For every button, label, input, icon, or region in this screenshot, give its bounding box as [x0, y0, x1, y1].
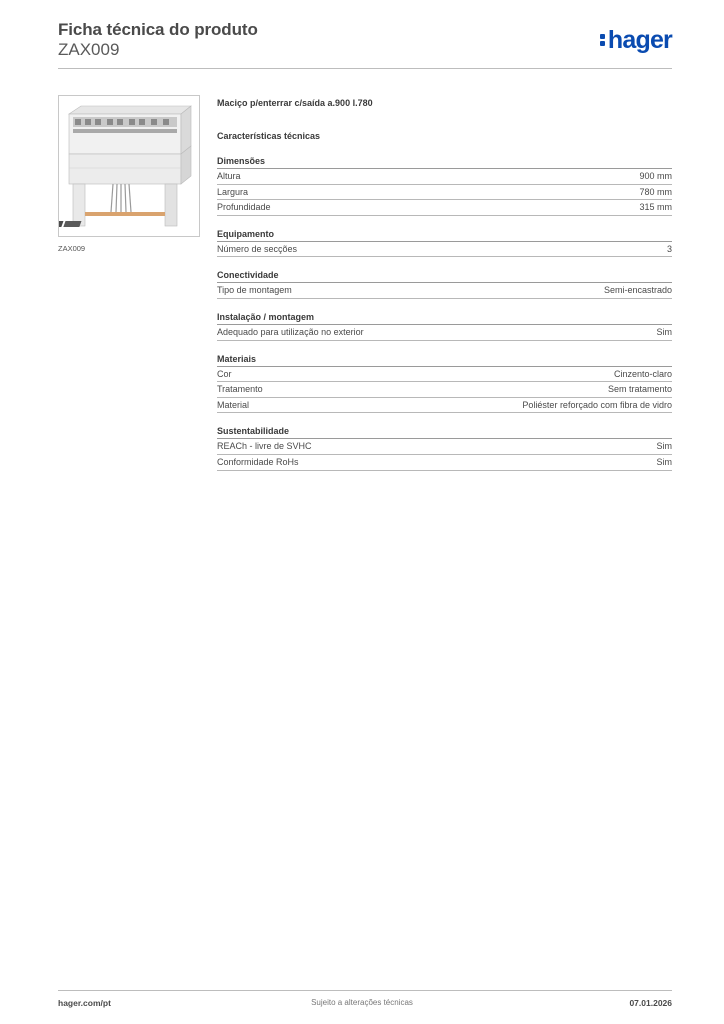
spec-label: Número de secções	[217, 243, 298, 254]
spec-row	[217, 185, 672, 201]
group-title: Sustentabilidade	[217, 424, 672, 439]
image-caption: ZAX009	[58, 244, 86, 253]
hager-logo	[600, 28, 672, 53]
group-title: Conectividade	[217, 268, 672, 283]
group-title: Materiais	[217, 352, 672, 367]
logo-dots-icon	[600, 33, 606, 47]
spec-row	[217, 242, 672, 258]
footer-website-link[interactable]: hager.com/pt	[58, 998, 111, 1008]
spec-label: Profundidade	[217, 202, 271, 213]
spec-label: Altura	[217, 171, 241, 181]
spec-row	[217, 398, 672, 414]
spec-group-equipment	[217, 227, 672, 258]
spec-label: REACh - livre de SVHC	[217, 441, 312, 452]
product-name: Maciço p/enterrar c/saída a.900 l.780	[217, 98, 373, 108]
section-title: Características técnicas	[217, 131, 321, 141]
technical-specs	[217, 96, 672, 471]
spec-row	[217, 367, 672, 383]
page-header	[58, 20, 672, 68]
spec-row	[217, 169, 672, 185]
spec-value: Cinzento-claro	[613, 368, 672, 379]
spec-value: Sim	[656, 456, 672, 467]
spec-value: Sim	[656, 326, 672, 337]
footer-date: 07.01.2026	[629, 998, 672, 1008]
spec-value: 315 mm	[639, 202, 672, 213]
spec-value: Sem tratamento	[607, 384, 672, 395]
spec-group-dimensions	[217, 154, 672, 216]
spec-value: Sim	[656, 441, 672, 452]
spec-row	[217, 200, 672, 216]
enclosure-illustration	[59, 96, 199, 236]
spec-label: Tratamento	[217, 384, 263, 395]
spec-label: Largura	[217, 186, 249, 197]
document-title: Ficha técnica do produto	[58, 20, 258, 39]
spec-group-materials	[217, 352, 672, 414]
product-code: ZAX009	[58, 40, 120, 59]
logo-text: hager	[607, 26, 672, 54]
spec-row	[217, 325, 672, 341]
footer-divider	[58, 990, 672, 991]
footer-notice: Sujeito a alterações técnicas	[311, 998, 413, 1007]
product-image	[58, 95, 200, 237]
spec-group-sustainability	[217, 424, 672, 470]
spec-value: 3	[666, 243, 672, 254]
group-title: Instalação / montagem	[217, 310, 672, 325]
spec-label: Conformidade RoHs	[217, 456, 299, 467]
spec-label: Adequado para utilização no exterior	[217, 326, 364, 337]
spec-row	[217, 439, 672, 455]
spec-row	[217, 382, 672, 398]
spec-label: Material	[217, 399, 250, 410]
spec-value: Semi-encastrado	[603, 285, 672, 296]
spec-row	[217, 283, 672, 299]
group-title: Dimensões	[217, 154, 672, 169]
spec-group-connectivity	[217, 268, 672, 299]
header-divider	[58, 68, 672, 69]
spec-group-installation	[217, 310, 672, 341]
spec-value: 900 mm	[639, 171, 672, 181]
spec-row	[217, 455, 672, 471]
group-title: Equipamento	[217, 227, 672, 242]
spec-value: 780 mm	[639, 186, 672, 197]
spec-label: Tipo de montagem	[217, 285, 292, 296]
spec-value: Poliéster reforçado com fibra de vidro	[522, 399, 672, 410]
spec-label: Cor	[217, 368, 232, 379]
